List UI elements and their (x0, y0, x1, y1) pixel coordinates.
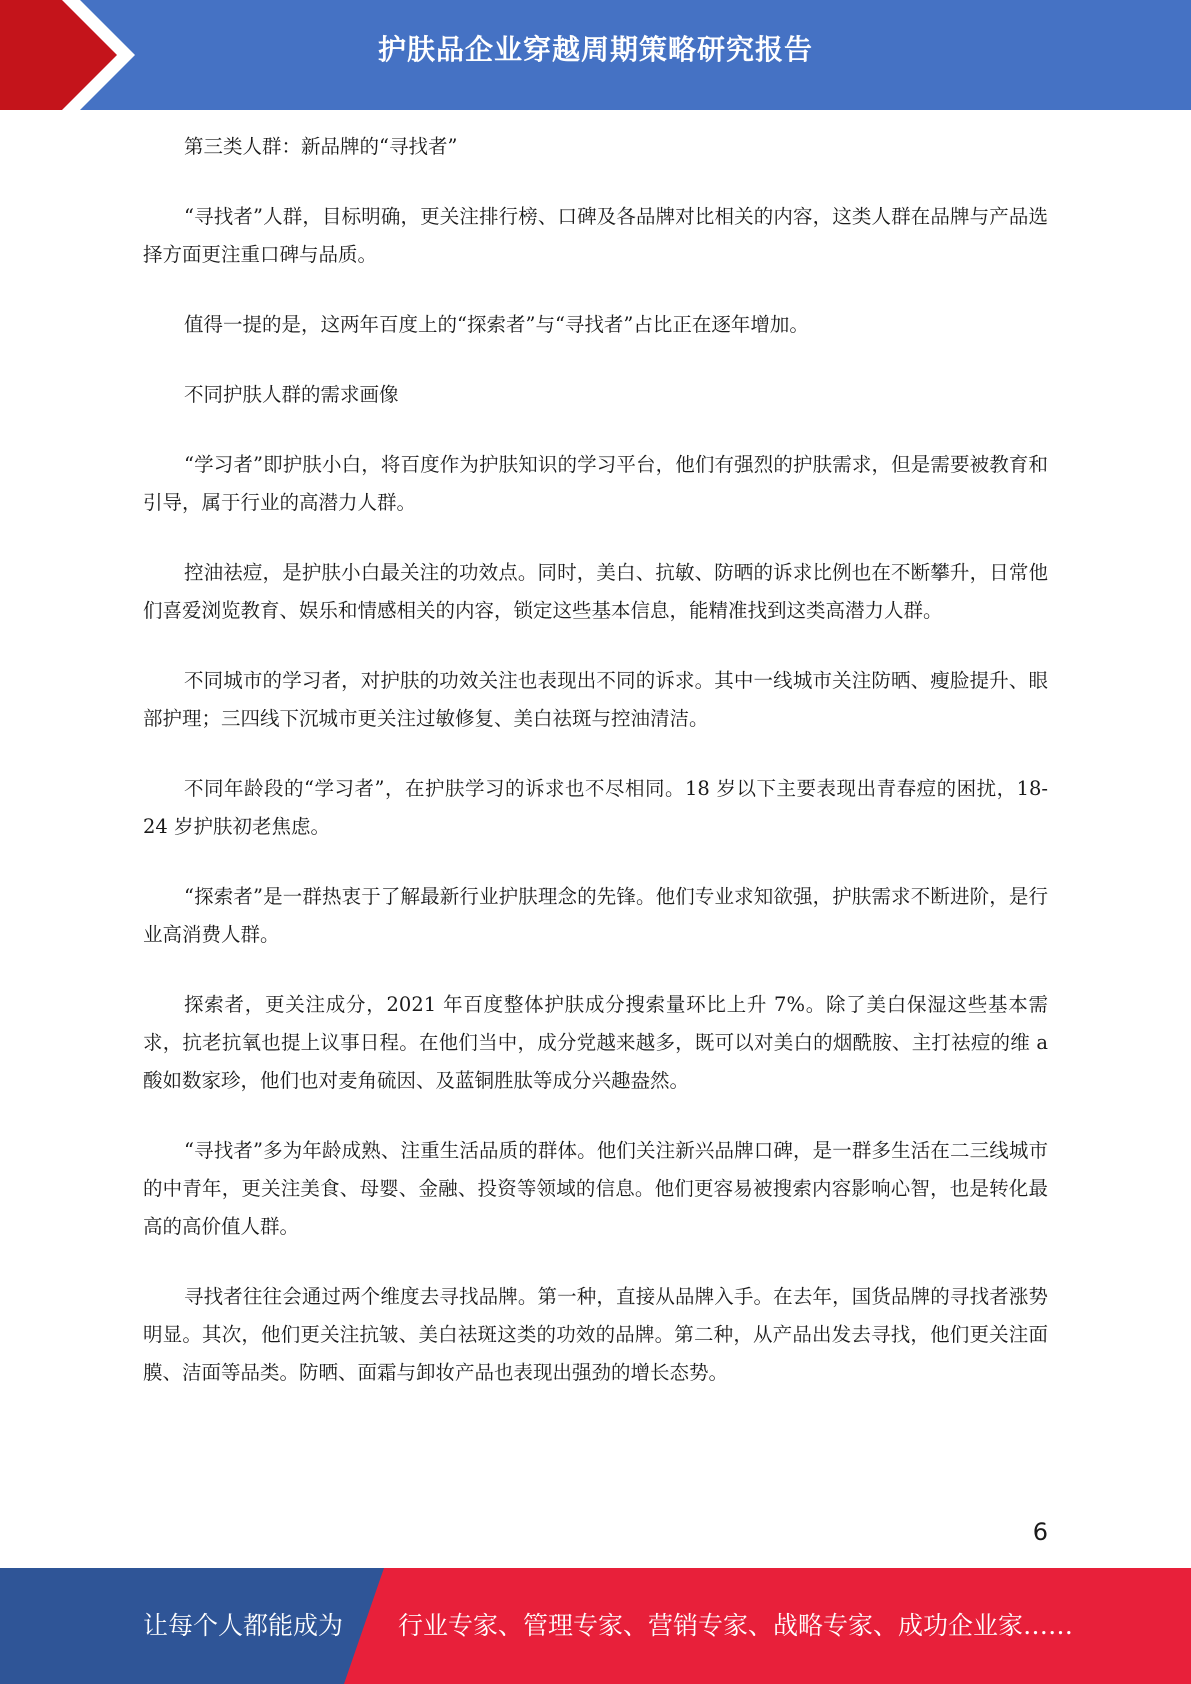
paragraph: 不同护肤人群的需求画像 (184, 383, 399, 406)
paragraph: 寻找者往往会通过两个维度去寻找品牌。第一种，直接从品牌入手。在去年，国货品牌的寻找者涨势明显。其次，他们更关注抗皱、美白祛斑这类的功效的品牌。第二种，从产品出发去寻找，他们更关注面膜、洁面等品类。防晒、面霜与卸妆产品也表现出强劲的增长态势。 (143, 1285, 1048, 1384)
footer-slogan-right: 行业专家、管理专家、营销专家、战略专家、成功企业家…… (398, 1611, 1074, 1640)
paragraph: 不同年龄段的“学习者”，在护肤学习的诉求也不尽相同。18 岁以下主要表现出青春痘的困扰，18-24 岁护肤初老焦虑。 (143, 777, 1048, 838)
paragraph: “学习者”即护肤小白，将百度作为护肤知识的学习平台，他们有强烈的护肤需求，但是需要被教育和引导，属于行业的高潜力人群。 (143, 453, 1048, 514)
paragraph: 值得一提的是，这两年百度上的“探索者”与“寻找者”占比正在逐年增加。 (184, 313, 809, 336)
paragraph: 不同城市的学习者，对护肤的功效关注也表现出不同的诉求。其中一线城市关注防晒、瘦脸提升、眼部护理；三四线下沉城市更关注过敏修复、美白祛斑与控油清洁。 (143, 669, 1048, 730)
page-header (0, 0, 1191, 110)
paragraph: 第三类人群：新品牌的“寻找者” (184, 135, 458, 158)
report-title: 护肤品企业穿越周期策略研究报告 (377, 33, 813, 66)
page-footer (0, 1568, 1191, 1684)
paragraph: “寻找者”多为年龄成熟、注重生活品质的群体。他们关注新兴品牌口碑，是一群多生活在二三线城市的中青年，更关注美食、母婴、金融、投资等领域的信息。他们更容易被搜索内容影响心智，也是转化最高的高价值人群。 (143, 1139, 1048, 1238)
document-body (143, 128, 1048, 1424)
paragraph: “探索者”是一群热衷于了解最新行业护肤理念的先锋。他们专业求知欲强，护肤需求不断进阶，是行业高消费人群。 (143, 885, 1048, 946)
paragraph: 探索者，更关注成分，2021 年百度整体护肤成分搜索量环比上升 7%。除了美白保湿这些基本需求，抗老抗氧也提上议事日程。在他们当中，成分党越来越多，既可以对美白的烟酰胺、主打祛痘的维 a 酸如数家珍，他们也对麦角硫因、及蓝铜胜肽等成分兴趣盎然。 (143, 993, 1048, 1092)
footer-slogan-left: 让每个人都能成为 (143, 1611, 344, 1640)
paragraph: “寻找者”人群，目标明确，更关注排行榜、口碑及各品牌对比相关的内容，这类人群在品牌与产品选择方面更注重口碑与品质。 (143, 205, 1048, 266)
page-number: 6 (1032, 1518, 1048, 1546)
paragraph: 控油祛痘，是护肤小白最关注的功效点。同时，美白、抗敏、防晒的诉求比例也在不断攀升，日常他们喜爱浏览教育、娱乐和情感相关的内容，锁定这些基本信息，能精准找到这类高潜力人群。 (143, 561, 1048, 622)
